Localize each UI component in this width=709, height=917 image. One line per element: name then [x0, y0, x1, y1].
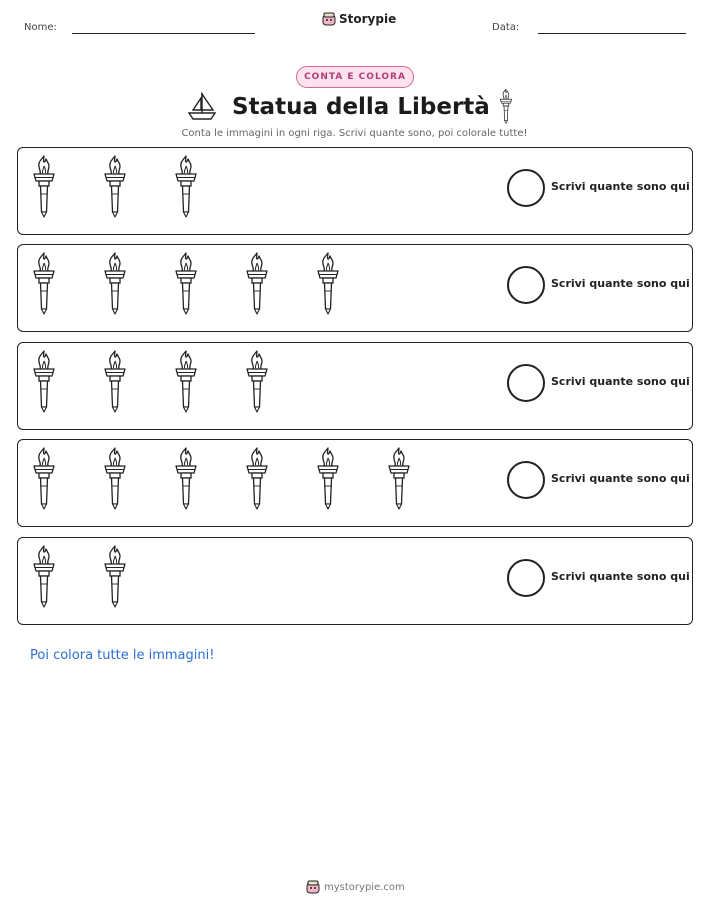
torch-icon: [245, 251, 269, 315]
torch-icon: [32, 251, 56, 315]
torch-icon: [174, 251, 198, 315]
answer-circle[interactable]: [507, 364, 545, 402]
torch-icon: [316, 251, 340, 315]
torch-icon: [103, 251, 127, 315]
torch-icon: [245, 446, 269, 510]
answer-label: Scrivi quante sono qui: [551, 472, 690, 485]
torch-icon: [32, 349, 56, 413]
answer-circle[interactable]: [507, 169, 545, 207]
torch-icon: [174, 349, 198, 413]
answer-circle[interactable]: [507, 461, 545, 499]
page-title: Statua della Libertà: [232, 94, 490, 120]
answer-label: Scrivi quante sono qui: [551, 375, 690, 388]
torch-icon: [103, 544, 127, 608]
torch-icon: [103, 349, 127, 413]
date-line[interactable]: [538, 33, 686, 34]
count-row-5: [17, 537, 693, 625]
torch-icon: [103, 446, 127, 510]
date-label: Data:: [492, 22, 520, 33]
count-row-4: [17, 439, 693, 527]
answer-circle[interactable]: [507, 559, 545, 597]
storypie-mascot-icon: [322, 12, 336, 26]
count-row-2: [17, 244, 693, 332]
torch-icon: [32, 544, 56, 608]
brand-name: Storypie: [339, 12, 397, 26]
torch-icon: [103, 154, 127, 218]
answer-circle[interactable]: [507, 266, 545, 304]
footer: [306, 880, 405, 894]
answer-label: Scrivi quante sono qui: [551, 570, 690, 583]
torch-icon: [497, 88, 515, 124]
torch-icon: [387, 446, 411, 510]
torch-icon: [174, 154, 198, 218]
answer-label: Scrivi quante sono qui: [551, 180, 690, 193]
torch-icon: [174, 446, 198, 510]
activity-badge: CONTA E COLORA: [296, 66, 414, 88]
coloring-instruction: Poi colora tutte le immagini!: [30, 648, 215, 663]
footer-url: mystorypie.com: [324, 881, 405, 893]
brand-logo: [322, 12, 396, 26]
name-label: Nome:: [24, 22, 57, 33]
torch-icon: [245, 349, 269, 413]
sailboat-icon: [186, 90, 218, 122]
torch-icon: [32, 446, 56, 510]
instructions: Conta le immagini in ogni riga. Scrivi quante sono, poi colorale tutte!: [181, 128, 528, 139]
answer-label: Scrivi quante sono qui: [551, 277, 690, 290]
count-row-3: [17, 342, 693, 430]
count-row-1: [17, 147, 693, 235]
torch-icon: [316, 446, 340, 510]
name-line[interactable]: [72, 33, 255, 34]
storypie-mascot-icon: [306, 880, 320, 894]
torch-icon: [32, 154, 56, 218]
